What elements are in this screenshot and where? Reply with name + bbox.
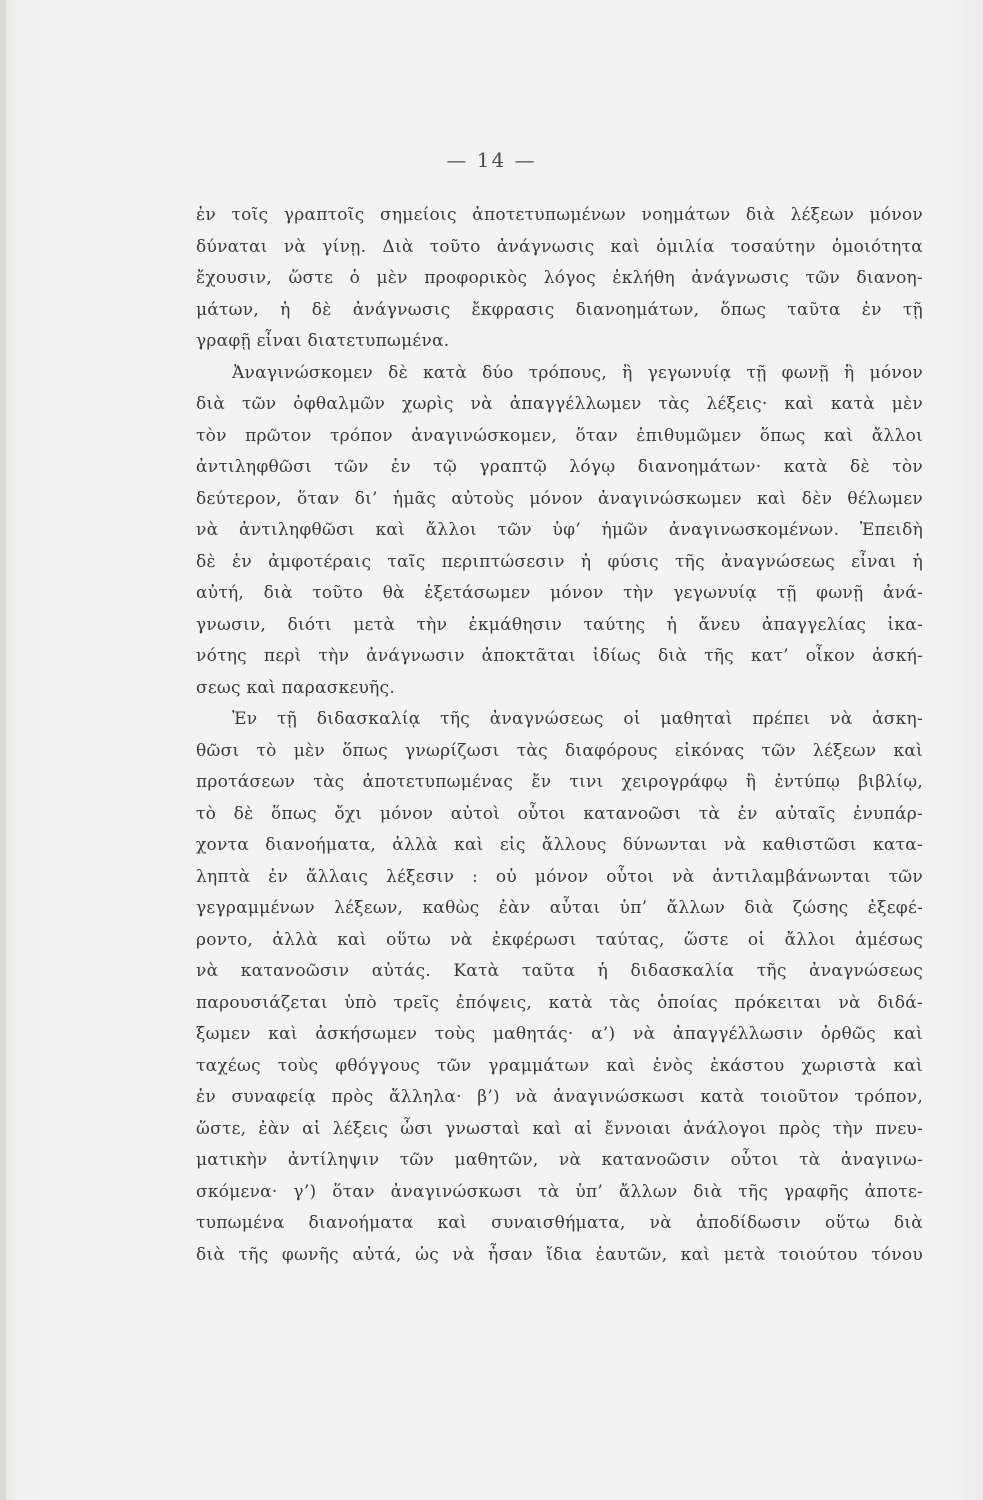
text-line: ὥστε, ἐὰν αἱ λέξεις ὦσι γνωσταὶ καὶ αἱ ἔννοιαι ἀνάλογοι πρὸς τὴν πνευ- bbox=[196, 1118, 923, 1139]
text-line: ἀντιληφθῶσι τῶν ἐν τῷ γραπτῷ λόγῳ διανοημάτων· κατὰ δὲ τὸν bbox=[196, 457, 923, 477]
text-line: ληπτὰ ἐν ἄλλαις λέξεσιν : οὐ μόνον οὗτοι νὰ ἀντιλαμβάνωνται τῶν bbox=[196, 866, 923, 887]
text-line: ξωμεν καὶ ἀσκήσωμεν τοὺς μαθητάς· α’) νὰ ἀπαγγέλλωσιν ὀρθῶς καὶ bbox=[196, 1024, 923, 1044]
text-line: γεγραμμένων λέξεων, καθὼς ἐὰν αὗται ὑπ’ ἄλλων διὰ ζώσης ἐξεφέ- bbox=[196, 898, 923, 918]
text-line: ἐν τοῖς γραπτοῖς σημείοις ἀποτετυπωμένων νοημάτων διὰ λέξεων μόνον bbox=[196, 205, 923, 225]
text-line: τυπωμένα διανοήματα καὶ συναισθήματα, νὰ ἀποδίδωσιν οὕτω διὰ bbox=[196, 1213, 923, 1233]
text-line: μάτων, ἡ δὲ ἀνάγνωσις ἔκφρασις διανοημάτων, ὅπως ταῦτα ἐν τῇ bbox=[196, 299, 923, 320]
text-line: νὰ κατανοῶσιν αὐτάς. Κατὰ ταῦτα ἡ διδασκαλία τῆς ἀναγνώσεως bbox=[196, 961, 923, 981]
text-line: ταχέως τοὺς φθόγγους τῶν γραμμάτων καὶ ἑνὸς ἑκάστου χωριστὰ καὶ bbox=[196, 1055, 923, 1076]
binding-edge bbox=[0, 0, 6, 1500]
text-line: ἐν συναφείᾳ πρὸς ἄλληλα· β’) νὰ ἀναγινώσκωσι κατὰ τοιοῦτον τρόπον, bbox=[196, 1087, 923, 1107]
paragraph-start-line: Ἐν τῇ διδασκαλίᾳ τῆς ἀναγνώσεως οἱ μαθηταὶ πρέπει νὰ ἀσκη- bbox=[232, 709, 923, 729]
text-line: παρουσιάζεται ὑπὸ τρεῖς ἐπόψεις, κατὰ τὰς ὁποίας πρόκειται νὰ διδά- bbox=[196, 992, 923, 1013]
text-line: γνωσιν, διότι μετὰ τὴν ἐκμάθησιν ταύτης ἡ ἄνευ ἀπαγγελίας ἱκα- bbox=[196, 614, 923, 635]
text-line: σεως καὶ παρασκευῆς. bbox=[196, 677, 395, 698]
text-line: ἔχουσιν, ὥστε ὁ μὲν προφορικὸς λόγος ἐκλήθη ἀνάγνωσις τῶν διανοη- bbox=[196, 268, 923, 288]
text-line: ματικὴν ἀντίληψιν τῶν μαθητῶν, νὰ κατανοῶσιν οὗτοι τὰ ἀναγινω- bbox=[196, 1150, 923, 1170]
body-text bbox=[196, 200, 923, 1271]
text-line: δὲ ἐν ἀμφοτέραις ταῖς περιπτώσεσιν ἡ φύσις τῆς ἀναγνώσεως εἶναι ἡ bbox=[196, 551, 923, 572]
text-line: νότης περὶ τὴν ἀνάγνωσιν ἀποκτᾶται ἰδίως διὰ τῆς κατ’ οἶκον ἀσκή- bbox=[196, 646, 923, 666]
text-line: γραφῇ εἶναι διατετυπωμένα. bbox=[196, 331, 450, 351]
text-line: θῶσι τὸ μὲν ὅπως γνωρίζωσι τὰς διαφόρους εἰκόνας τῶν λέξεων καὶ bbox=[196, 740, 923, 761]
paragraph-start-line: Ἀναγινώσκομεν δὲ κατὰ δύο τρόπους, ἢ γεγωνυίᾳ τῇ φωνῇ ἢ μόνον bbox=[232, 362, 923, 383]
text-line: σκόμενα· γ’) ὅταν ἀναγινώσκωσι τὰ ὑπ’ ἄλλων διὰ τῆς γραφῆς ἀποτε- bbox=[196, 1181, 923, 1202]
text-line: δύναται νὰ γίνῃ. Διὰ τοῦτο ἀνάγνωσις καὶ ὁμιλία τοσαύτην ὁμοιότητα bbox=[196, 236, 923, 257]
text-line: νὰ ἀντιληφθῶσι καὶ ἄλλοι τῶν ὑφ’ ἡμῶν ἀναγινωσκομένων. Ἐπειδὴ bbox=[196, 520, 923, 540]
text-line: διὰ τῆς φωνῆς αὐτά, ὡς νὰ ἦσαν ἴδια ἑαυτῶν, καὶ μετὰ τοιούτου τόνου bbox=[196, 1244, 923, 1265]
text-line: αὐτή, διὰ τοῦτο θὰ ἐξετάσωμεν μόνον τὴν γεγωνυίᾳ τῇ φωνῇ ἀνά- bbox=[196, 583, 923, 603]
text-line: ροντο, ἀλλὰ καὶ οὕτω νὰ ἐκφέρωσι ταύτας, ὥστε οἱ ἄλλοι ἀμέσως bbox=[196, 929, 923, 950]
text-line: τὸν πρῶτον τρόπον ἀναγινώσκομεν, ὅταν ἐπιθυμῶμεν ὅπως καὶ ἄλλοι bbox=[196, 425, 923, 446]
text-line: προτάσεων τὰς ἀποτετυπωμένας ἔν τινι χειρογράφῳ ἢ ἐντύπῳ βιβλίῳ, bbox=[196, 772, 923, 792]
text-line: διὰ τῶν ὀφθαλμῶν χωρὶς νὰ ἀπαγγέλλωμεν τὰς λέξεις· καὶ κατὰ μὲν bbox=[196, 394, 923, 414]
text-line: χοντα διανοήματα, ἀλλὰ καὶ εἰς ἄλλους δύνωνται νὰ καθιστῶσι κατα- bbox=[196, 835, 923, 855]
page-number: — 14 — bbox=[446, 148, 537, 172]
text-line: δεύτερον, ὅταν δι’ ἡμᾶς αὐτοὺς μόνον ἀναγινώσκωμεν καὶ δὲν θέλωμεν bbox=[196, 488, 923, 509]
text-line: τὸ δὲ ὅπως ὄχι μόνον αὐτοὶ οὗτοι κατανοῶσι τὰ ἐν αὐταῖς ἐνυπάρ- bbox=[196, 803, 923, 824]
